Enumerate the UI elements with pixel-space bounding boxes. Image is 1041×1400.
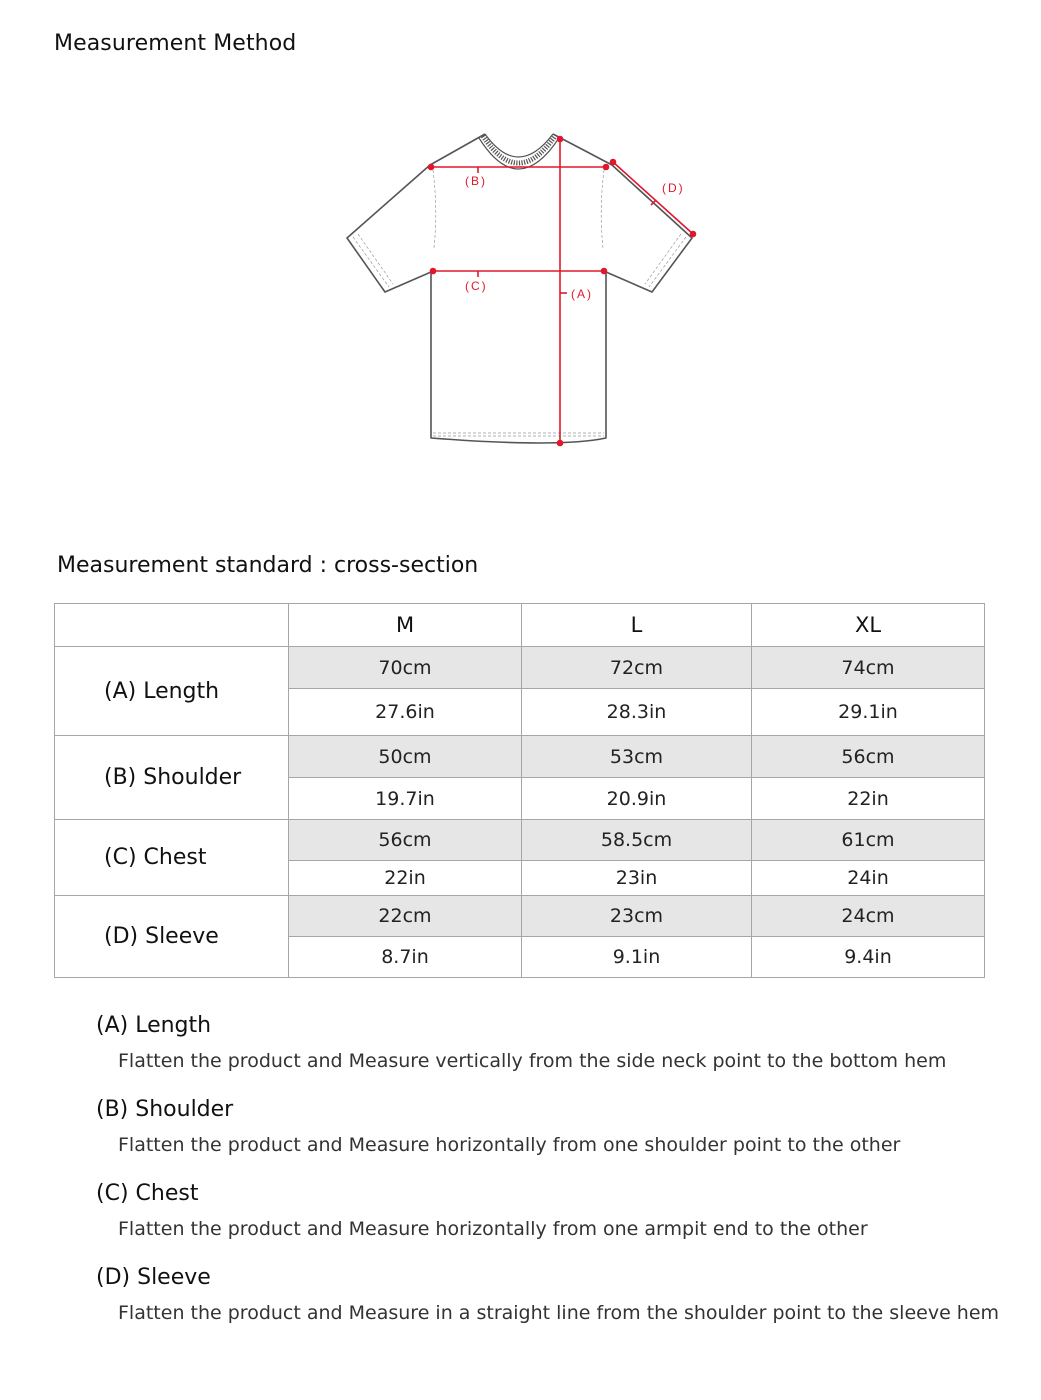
note-sleeve xyxy=(96,1262,1026,1327)
cell: 9.1in xyxy=(522,937,752,978)
cell: 56cm xyxy=(752,736,985,778)
cell: 22in xyxy=(289,861,522,896)
header-empty xyxy=(55,604,289,647)
measure-line-d xyxy=(613,162,693,234)
tshirt-measurement-diagram xyxy=(340,120,710,460)
measurement-notes xyxy=(96,1010,1026,1346)
cell: 61cm xyxy=(752,820,985,861)
cell: 27.6in xyxy=(289,689,522,736)
label-b: (B) xyxy=(465,174,487,188)
cell: 24in xyxy=(752,861,985,896)
note-length xyxy=(96,1010,1026,1075)
cell: 28.3in xyxy=(522,689,752,736)
cell: 70cm xyxy=(289,647,522,689)
cell: 9.4in xyxy=(752,937,985,978)
cell: 50cm xyxy=(289,736,522,778)
row-label-length: (A) Length xyxy=(55,647,289,736)
label-d: (D) xyxy=(662,181,685,195)
cell: 58.5cm xyxy=(522,820,752,861)
cell: 19.7in xyxy=(289,778,522,820)
tshirt-outline xyxy=(347,134,692,443)
row-label-chest: (C) Chest xyxy=(55,820,289,896)
measurement-standard-heading: Measurement standard : cross-section xyxy=(57,553,479,578)
header-size-l: L xyxy=(522,604,752,647)
page-title: Measurement Method xyxy=(54,31,297,56)
note-title: (B) Shoulder xyxy=(96,1097,234,1122)
cell: 23in xyxy=(522,861,752,896)
cell: 53cm xyxy=(522,736,752,778)
table-header-row xyxy=(55,604,985,647)
table-row-shoulder-cm xyxy=(55,736,985,778)
label-c: (C) xyxy=(465,279,488,293)
cell: 23cm xyxy=(522,896,752,937)
header-size-xl: XL xyxy=(752,604,985,647)
collar-rib xyxy=(483,136,555,163)
cell: 20.9in xyxy=(522,778,752,820)
note-title: (D) Sleeve xyxy=(96,1265,211,1290)
note-shoulder xyxy=(96,1094,1026,1159)
cell: 56cm xyxy=(289,820,522,861)
cell: 74cm xyxy=(752,647,985,689)
table-row-chest-cm xyxy=(55,820,985,861)
note-description: Flatten the product and Measure horizontally from one shoulder point to the other xyxy=(118,1134,901,1156)
row-label-sleeve: (D) Sleeve xyxy=(55,896,289,978)
table-row-sleeve-cm xyxy=(55,896,985,937)
row-label-shoulder: (B) Shoulder xyxy=(55,736,289,820)
cell: 22cm xyxy=(289,896,522,937)
cell: 24cm xyxy=(752,896,985,937)
stitch-lines xyxy=(353,170,686,436)
note-title: (C) Chest xyxy=(96,1181,199,1206)
cell: 72cm xyxy=(522,647,752,689)
cell: 22in xyxy=(752,778,985,820)
size-chart-table xyxy=(54,603,985,978)
label-a: (A) xyxy=(571,287,593,301)
table-row-length-cm xyxy=(55,647,985,689)
tshirt-illustration xyxy=(340,120,710,460)
note-description: Flatten the product and Measure in a straight line from the shoulder point to the sleeve hem xyxy=(118,1302,1000,1324)
note-title: (A) Length xyxy=(96,1013,212,1038)
note-description: Flatten the product and Measure horizontally from one armpit end to the other xyxy=(118,1218,868,1240)
cell: 8.7in xyxy=(289,937,522,978)
note-description: Flatten the product and Measure vertically from the side neck point to the bottom hem xyxy=(118,1050,947,1072)
cell: 29.1in xyxy=(752,689,985,736)
note-chest xyxy=(96,1178,1026,1243)
header-size-m: M xyxy=(289,604,522,647)
